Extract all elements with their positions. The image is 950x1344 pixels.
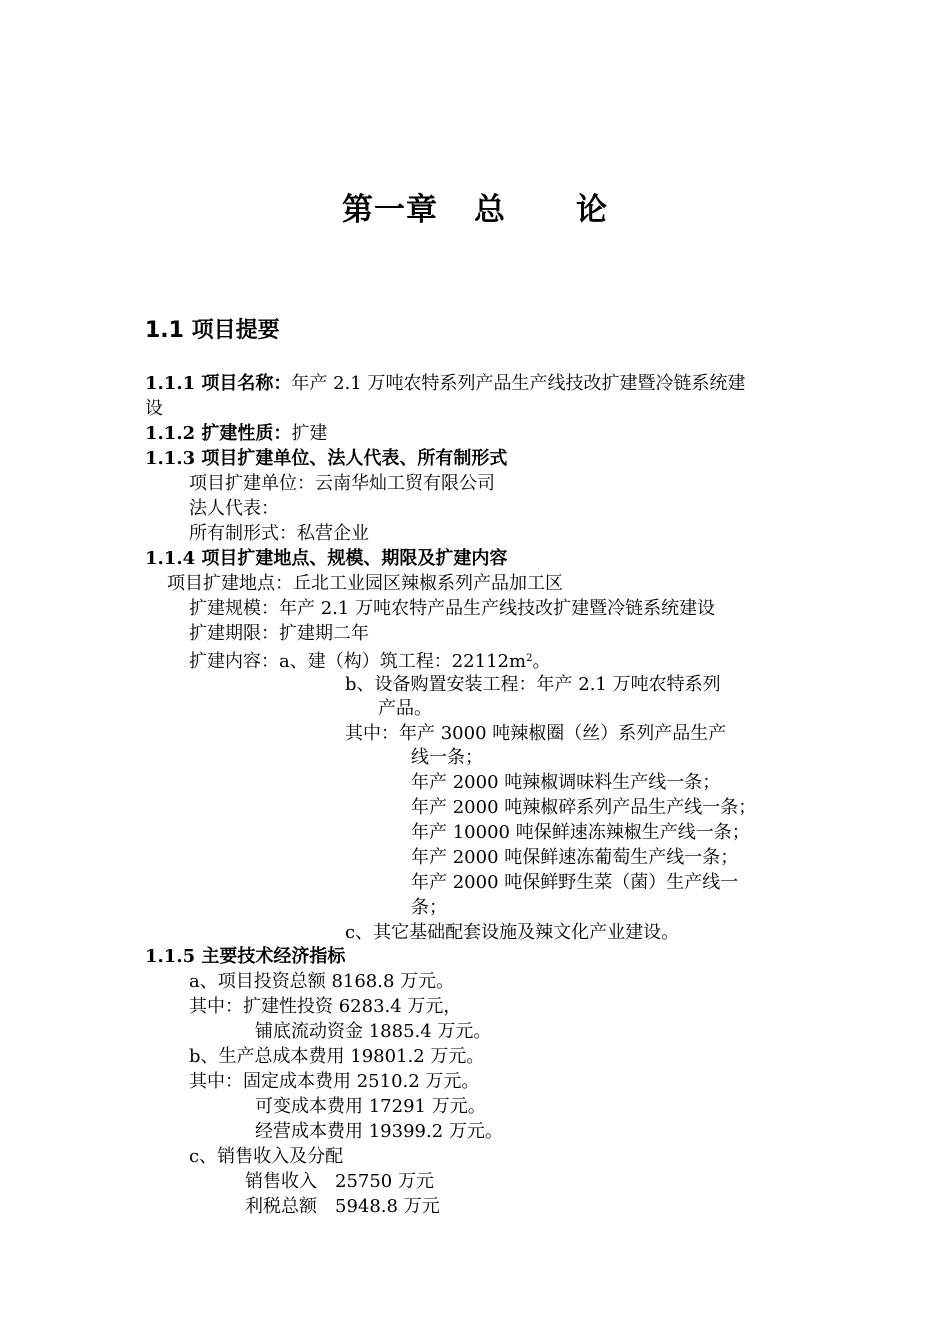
indicator-c: c、销售收入及分配 [189, 1146, 344, 1167]
indicator-b3: 经营成本费用 19399.2 万元。 [255, 1121, 503, 1142]
chapter-title [0, 184, 950, 229]
content-b: b、设备购置安装工程：年产 2.1 万吨农特系列 [345, 674, 721, 695]
content-q5: 年产 10000 吨保鲜速冻辣椒生产线一条； [411, 822, 750, 843]
indicator-c2: 利税总额 5948.8 万元 [245, 1196, 440, 1217]
indicator-a: a、项目投资总额 8168.8 万元。 [189, 971, 455, 992]
item-label: 1.1.2 扩建性质： [145, 423, 292, 444]
item-heading-location: 1.1.4 项目扩建地点、规模、期限及扩建内容 [145, 548, 508, 569]
content-q4: 年产 2000 吨辣椒碎系列产品生产线一条； [411, 797, 757, 818]
item-scale: 扩建规模：年产 2.1 万吨农特产品生产线技改扩建暨冷链系统建设 [189, 598, 716, 619]
content-end: 。 [532, 651, 551, 672]
item-heading-unit: 1.1.3 项目扩建单位、法人代表、所有制形式 [145, 448, 508, 469]
chapter-number: 第一章 [342, 192, 438, 228]
item-heading-indicators: 1.1.5 主要技术经济指标 [145, 946, 346, 967]
indicator-a2: 铺底流动资金 1885.4 万元。 [255, 1021, 492, 1042]
item-value: 年产 2.1 万吨农特系列产品生产线技改扩建暨冷链系统建 [291, 373, 746, 394]
item-unit: 项目扩建单位：云南华灿工贸有限公司 [189, 473, 495, 494]
indicator-b1: 其中：固定成本费用 2510.2 万元。 [189, 1071, 480, 1092]
indicator-a1: 其中：扩建性投资 6283.4 万元， [189, 996, 462, 1017]
item-ownership: 所有制形式：私营企业 [189, 523, 369, 544]
item-location: 项目扩建地点：丘北工业园区辣椒系列产品加工区 [167, 573, 563, 594]
content-q7: 年产 2000 吨保鲜野生菜（菌）生产线一 [411, 872, 739, 893]
content-superscript: 2 [526, 653, 533, 664]
item-value: 扩建 [291, 423, 328, 444]
section-title: 1.1 项目提要 [145, 318, 280, 343]
content-q8: 条； [411, 897, 447, 918]
indicator-b2: 可变成本费用 17291 万元。 [255, 1096, 486, 1117]
content-q3: 年产 2000 吨辣椒调味料生产线一条； [411, 772, 721, 793]
chapter-word-1: 总 [474, 192, 506, 228]
indicator-b: b、生产总成本费用 19801.2 万元。 [189, 1046, 485, 1067]
content-q2: 线一条； [411, 747, 483, 768]
indicator-c1: 销售收入 25750 万元 [245, 1171, 434, 1192]
content-c: c、其它基础配套设施及辣文化产业建设。 [345, 922, 680, 943]
content-b-cont: 产品。 [378, 698, 432, 719]
item-nature [145, 422, 327, 446]
item-content [189, 647, 550, 674]
item-project-name [145, 372, 745, 396]
chapter-word-2: 论 [576, 192, 608, 228]
item-label: 1.1.1 项目名称： [145, 373, 292, 394]
item-period: 扩建期限：扩建期二年 [189, 623, 369, 644]
item-project-name-cont: 设 [145, 398, 163, 419]
item-rep: 法人代表： [189, 498, 279, 519]
content-label: 扩建内容：a、建（构）筑工程：22112m [189, 651, 527, 672]
content-q1: 其中：年产 3000 吨辣椒圈（丝）系列产品生产 [345, 723, 727, 744]
content-q6: 年产 2000 吨保鲜速冻葡萄生产线一条； [411, 847, 739, 868]
